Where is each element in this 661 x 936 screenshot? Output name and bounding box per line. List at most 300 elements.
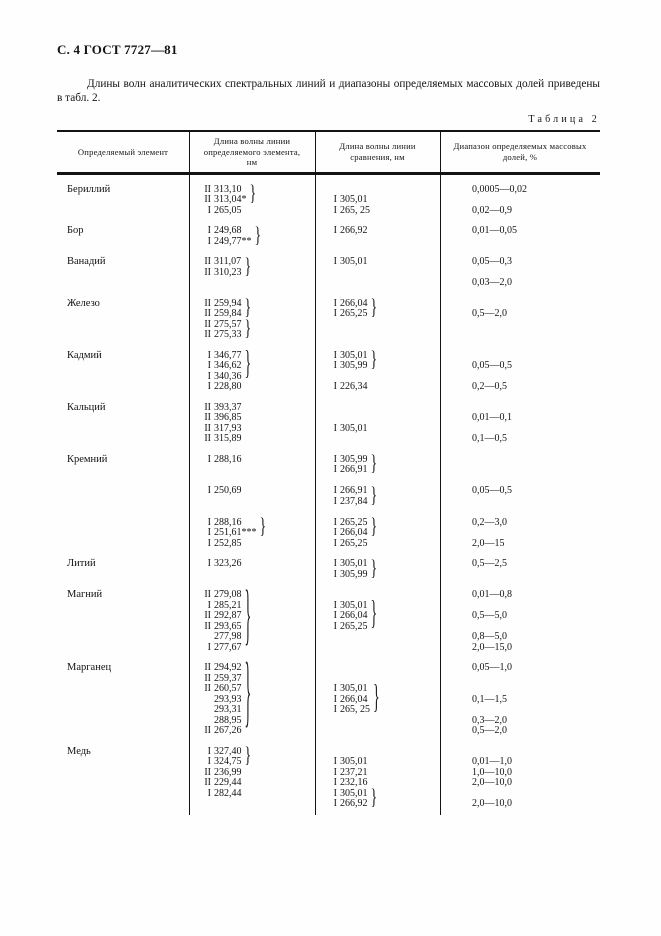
value-block (472, 434, 600, 445)
wavelength-line (323, 382, 368, 393)
ion-prefix: I (333, 453, 337, 465)
value-block (472, 695, 600, 706)
references-cell (315, 556, 440, 590)
ion-prefix: I (333, 495, 337, 507)
value-block (197, 455, 315, 466)
lines-column (472, 663, 512, 674)
ion-prefix: I (333, 704, 337, 715)
range-value: 0,03—2,0 (472, 277, 512, 288)
lines-column (472, 632, 507, 643)
value-block (472, 486, 600, 497)
wavelengths-cell (189, 346, 315, 403)
value-block (197, 539, 315, 550)
wavelength-line (197, 382, 242, 393)
ion-prefix: II (204, 329, 211, 340)
block-lines (472, 663, 600, 674)
wavelength-value: 305,01 (340, 683, 368, 694)
ranges-cell (440, 590, 600, 663)
value-block (323, 296, 440, 321)
ion-prefix: I (333, 360, 337, 371)
wavelength-value: 294,92 (214, 662, 242, 673)
wavelength-line (323, 257, 368, 268)
value-block (472, 185, 600, 196)
range-value: 0,5—2,5 (472, 558, 507, 569)
references-cell (315, 175, 440, 227)
wavelength-value: 229,44 (214, 777, 242, 788)
wavelength-value: 305,01 (340, 256, 368, 267)
block-lines (472, 632, 600, 643)
lines-column (197, 590, 242, 653)
ion-prefix: II (204, 183, 211, 195)
value-block (323, 556, 440, 581)
wavelength-value: 275,57 (214, 318, 242, 330)
value-block (197, 744, 315, 769)
brace-icon: } (244, 317, 252, 342)
wavelength-value: 323,26 (214, 558, 242, 569)
element-name: Кадмий (67, 349, 102, 361)
wavelength-line (197, 539, 242, 550)
brace-icon: } (370, 515, 378, 540)
ion-prefix: I (333, 766, 337, 778)
wavelength-value: 265,05 (214, 204, 242, 216)
wavelength-value: 277,67 (214, 641, 242, 653)
ion-prefix: I (207, 641, 211, 653)
value-block (472, 643, 600, 654)
lines-column (472, 695, 507, 706)
table-header-row (57, 132, 600, 175)
ranges-cell (440, 351, 600, 403)
element-name-cell (57, 175, 189, 227)
references-cell (315, 452, 440, 560)
element-name: Кальций (67, 401, 106, 413)
ion-prefix: I (333, 516, 337, 528)
block-lines (323, 596, 440, 634)
wavelength-value: 305,99 (340, 360, 368, 371)
wavelength-value: 250,69 (214, 485, 242, 496)
lines-column (197, 351, 242, 383)
range-value: 0,5—2,0 (472, 308, 507, 319)
element-name-cell (57, 351, 189, 403)
block-lines (472, 185, 600, 196)
block-lines (323, 296, 440, 321)
lines-column (472, 413, 512, 424)
lines-column (197, 382, 242, 393)
references-cell (315, 348, 440, 403)
block-lines (472, 309, 600, 320)
block-lines (323, 195, 440, 216)
ion-prefix: I (207, 516, 211, 528)
wavelengths-cell (189, 654, 315, 747)
wavelength-line (323, 799, 368, 810)
value-block (197, 296, 315, 321)
range-value: 0,0005—0,02 (472, 183, 527, 195)
ranges-cell (440, 175, 600, 227)
block-lines (472, 361, 600, 372)
element-name: Бериллий (67, 183, 111, 195)
wavelength-value: 265, 25 (340, 704, 370, 715)
value-block (197, 346, 315, 384)
lines-column (472, 278, 512, 289)
ion-prefix: I (207, 360, 211, 371)
lines-column (197, 320, 242, 341)
ion-prefix: I (207, 349, 211, 361)
ion-prefix: I (207, 745, 211, 757)
range-value: 0,02—0,9 (472, 204, 512, 216)
block-lines (472, 559, 600, 570)
wavelength-value: 313,04* (214, 194, 247, 205)
wavelength-value: 396,85 (214, 412, 242, 423)
value-block (472, 757, 600, 789)
ion-prefix: I (333, 787, 337, 799)
value-block (472, 382, 600, 393)
brace-icon: } (249, 182, 257, 207)
wavelength-value: 317,93 (214, 422, 242, 434)
lines-column (323, 559, 368, 580)
value-block (323, 348, 440, 373)
range-value: 0,5—2,0 (472, 725, 507, 736)
value-block (197, 206, 315, 217)
block-lines (197, 206, 315, 217)
wavelength-value: 251,61*** (214, 527, 257, 538)
value-block (472, 559, 600, 570)
ranges-cell (440, 747, 600, 815)
range-value: 0,05—0,5 (472, 360, 512, 371)
wavelength-value: 265,25 (340, 516, 368, 528)
range-value: 0,8—5,0 (472, 631, 507, 642)
ranges-cell (440, 455, 600, 560)
ion-prefix: I (207, 485, 211, 496)
wavelength-value: 266,92 (340, 225, 368, 236)
wavelength-value: 293,31 (214, 704, 242, 715)
value-block (472, 309, 600, 320)
table-row (57, 452, 600, 560)
lines-column (472, 185, 527, 196)
ion-prefix: I (333, 256, 337, 267)
value-block (323, 515, 440, 540)
lines-column (323, 601, 368, 633)
wavelength-value: 228,80 (214, 381, 242, 392)
value-block (323, 539, 440, 550)
range-value: 0,01—1,0 (472, 756, 512, 767)
ion-prefix: II (204, 412, 211, 423)
value-block (472, 632, 600, 643)
ion-prefix: II (204, 297, 211, 309)
references-cell (315, 226, 440, 257)
block-lines (323, 424, 440, 435)
intro-paragraph: Длины волн аналитических спектральных линий и диапазоны определяемых массовых долей приведены в табл. 2. (57, 78, 600, 104)
wavelength-line (323, 465, 368, 476)
range-value: 2,0—10,0 (472, 777, 512, 788)
element-name-cell (57, 747, 189, 815)
block-lines (472, 539, 600, 550)
lines-column (197, 768, 242, 800)
ion-prefix: II (204, 256, 211, 267)
lines-column (472, 643, 512, 654)
lines-column (472, 309, 507, 320)
range-value: 0,1—1,5 (472, 693, 507, 705)
wavelength-value: 277,98 (214, 631, 242, 642)
wavelength-value: 226,34 (340, 381, 368, 392)
wavelength-value: 282,44 (214, 787, 242, 799)
block-lines (197, 559, 315, 570)
range-value: 0,05—1,0 (472, 662, 512, 673)
lines-column (472, 799, 512, 810)
ion-prefix: I (207, 235, 211, 247)
wavelength-value: 305,01 (340, 194, 368, 205)
wavelength-value: 313,10 (214, 183, 242, 195)
wavelength-line (323, 570, 368, 581)
block-lines (472, 643, 600, 654)
wavelength-value: 266,91 (340, 464, 368, 475)
wavelengths-cell (189, 403, 315, 455)
wavelength-line (323, 226, 368, 237)
range-value: 0,01—0,8 (472, 589, 512, 600)
block-lines (472, 518, 600, 529)
ion-prefix: I (207, 527, 211, 538)
table-body (57, 175, 600, 815)
block-lines (323, 786, 440, 811)
ranges-cell (440, 559, 600, 590)
block-lines (472, 757, 600, 789)
ion-prefix: I (333, 610, 337, 621)
brace-icon: } (244, 582, 252, 656)
block-lines (472, 226, 600, 237)
wavelength-value: 324,75 (214, 756, 242, 767)
wavelength-value: 275,33 (214, 329, 242, 340)
range-value: 0,01—0,1 (472, 412, 512, 423)
ion-prefix: I (333, 422, 337, 434)
range-value: 0,2—0,5 (472, 381, 507, 392)
block-lines (197, 455, 315, 466)
wavelength-value: 236,99 (214, 766, 242, 778)
brace-icon: } (244, 296, 252, 321)
lines-column (197, 299, 242, 320)
block-lines (472, 413, 600, 424)
wavelengths-cell (189, 296, 315, 351)
wavelengths-cell (189, 254, 315, 299)
block-lines (197, 768, 315, 800)
lines-column (197, 403, 242, 445)
references-cell (315, 663, 440, 747)
brace-icon: } (244, 254, 252, 279)
wavelength-value: 237,21 (340, 766, 368, 778)
block-lines (323, 556, 440, 581)
wavelength-line (197, 559, 242, 570)
lines-column (472, 726, 507, 737)
range-value: 0,2—3,0 (472, 516, 507, 528)
wavelength-value: 266,04 (340, 527, 368, 538)
brace-icon: } (370, 483, 378, 508)
ion-prefix: II (204, 401, 211, 413)
ion-prefix: I (333, 349, 337, 361)
wavelength-value: 340,36 (214, 370, 242, 382)
table-row (57, 175, 600, 227)
lines-column (323, 299, 368, 320)
table-row (57, 346, 600, 403)
wavelengths-cell (189, 455, 315, 560)
range-value: 0,3—2,0 (472, 714, 507, 726)
wavelength-line (323, 424, 368, 435)
lines-column (472, 206, 512, 217)
ion-prefix: I (333, 683, 337, 694)
wavelength-value: 259,94 (214, 297, 242, 309)
wavelength-value: 305,01 (340, 756, 368, 767)
block-lines (197, 582, 315, 656)
wavelength-value: 237,84 (340, 495, 368, 507)
ion-prefix: I (333, 756, 337, 767)
block-lines (472, 278, 600, 289)
value-block (472, 539, 600, 550)
element-name-cell (57, 663, 189, 747)
value-block (472, 799, 600, 810)
spectral-lines-table (57, 130, 600, 815)
block-lines (472, 206, 600, 217)
element-name: Бор (67, 225, 84, 236)
wavelength-value: 305,99 (340, 453, 368, 465)
value-block (323, 757, 440, 789)
ion-prefix: II (204, 672, 211, 684)
column-divider (440, 132, 441, 815)
element-name-cell (57, 299, 189, 351)
range-value: 1,0—10,0 (472, 766, 512, 778)
wavelength-value: 305,01 (340, 422, 368, 434)
element-name: Магний (67, 589, 103, 600)
table-row (57, 296, 600, 351)
brace-icon: } (244, 744, 252, 769)
ion-prefix: I (207, 204, 211, 216)
lines-column (472, 434, 507, 445)
range-value: 2,0—15 (472, 537, 505, 549)
wavelength-value: 310,23 (214, 266, 242, 278)
value-block (197, 582, 315, 656)
ion-prefix: I (333, 464, 337, 475)
ion-prefix: I (207, 225, 211, 236)
ion-prefix: II (204, 422, 211, 434)
element-name-cell (57, 455, 189, 560)
wavelength-line (323, 361, 368, 372)
ion-prefix: I (333, 777, 337, 788)
block-lines (323, 348, 440, 373)
wavelength-line (323, 497, 368, 508)
ion-prefix: II (204, 683, 211, 694)
wavelength-line (323, 705, 370, 716)
brace-icon: } (370, 596, 378, 634)
value-block (472, 611, 600, 622)
ion-prefix: I (207, 787, 211, 799)
value-block (472, 590, 600, 601)
ranges-cell (440, 299, 600, 351)
wavelength-line (323, 539, 368, 550)
table-row (57, 582, 600, 663)
brace-icon: } (259, 515, 267, 540)
wavelengths-cell (189, 582, 315, 663)
lines-column (197, 486, 242, 497)
value-block (323, 452, 440, 477)
value-block (323, 226, 440, 237)
ion-prefix: I (333, 568, 337, 580)
wavelength-value: 279,08 (214, 589, 242, 600)
block-lines (197, 654, 315, 740)
wavelength-value: 259,37 (214, 672, 242, 684)
value-block (472, 257, 600, 268)
block-lines (323, 382, 440, 393)
value-block (197, 403, 315, 445)
wavelength-value: 265,25 (340, 537, 368, 549)
ion-prefix: I (333, 194, 337, 205)
block-lines (197, 515, 315, 540)
block-lines (197, 539, 315, 550)
ion-prefix: II (204, 194, 211, 205)
lines-column (197, 257, 242, 278)
block-lines (472, 590, 600, 601)
element-name: Литий (67, 558, 96, 569)
wavelength-value: 305,01 (340, 558, 368, 569)
ion-prefix: I (207, 599, 211, 611)
ion-prefix: I (333, 485, 337, 496)
wavelengths-cell (189, 223, 315, 257)
lines-column (323, 518, 368, 539)
ion-prefix: I (333, 798, 337, 809)
wavelength-value: 266,91 (340, 485, 368, 496)
references-cell (315, 403, 440, 455)
block-lines (323, 539, 440, 550)
wavelength-value: 327,40 (214, 745, 242, 757)
wavelength-line (197, 789, 242, 800)
table-row (57, 744, 600, 815)
column-header-element: Определяемый элемент (77, 146, 169, 157)
lines-column (323, 424, 368, 435)
page-header: С. 4 ГОСТ 7727—81 (57, 42, 178, 57)
ion-prefix: I (333, 693, 337, 705)
brace-icon: } (244, 346, 252, 384)
ranges-cell (440, 403, 600, 455)
value-block (323, 483, 440, 508)
lines-column (323, 757, 368, 789)
brace-icon: } (370, 296, 378, 321)
wavelength-value: 292,87 (214, 610, 242, 621)
references-cell (315, 590, 440, 663)
wavelength-line (197, 726, 242, 737)
table-row (57, 403, 600, 455)
lines-column (197, 185, 247, 206)
lines-column (323, 382, 368, 393)
value-block (323, 680, 440, 717)
brace-icon: } (373, 680, 380, 717)
brace-icon: } (254, 223, 262, 248)
wavelength-value: 266,04 (340, 297, 368, 309)
lines-column (472, 361, 512, 372)
wavelength-value: 305,01 (340, 787, 368, 799)
value-block (472, 413, 600, 424)
lines-column (472, 382, 507, 393)
wavelength-line (197, 330, 242, 341)
wavelength-line (197, 643, 242, 654)
table-row (57, 223, 600, 257)
wavelength-line (323, 206, 370, 217)
block-lines (197, 744, 315, 769)
lines-column (197, 559, 242, 570)
range-value: 2,0—15,0 (472, 641, 512, 653)
wavelength-value: 293,93 (214, 693, 242, 705)
ion-prefix: I (207, 381, 211, 392)
lines-column (472, 486, 512, 497)
ion-prefix: II (204, 725, 211, 736)
lines-column (323, 539, 368, 550)
wavelength-line (197, 434, 242, 445)
ion-prefix: II (204, 266, 211, 278)
element-name-cell (57, 590, 189, 663)
wavelength-value: 305,01 (340, 599, 368, 611)
